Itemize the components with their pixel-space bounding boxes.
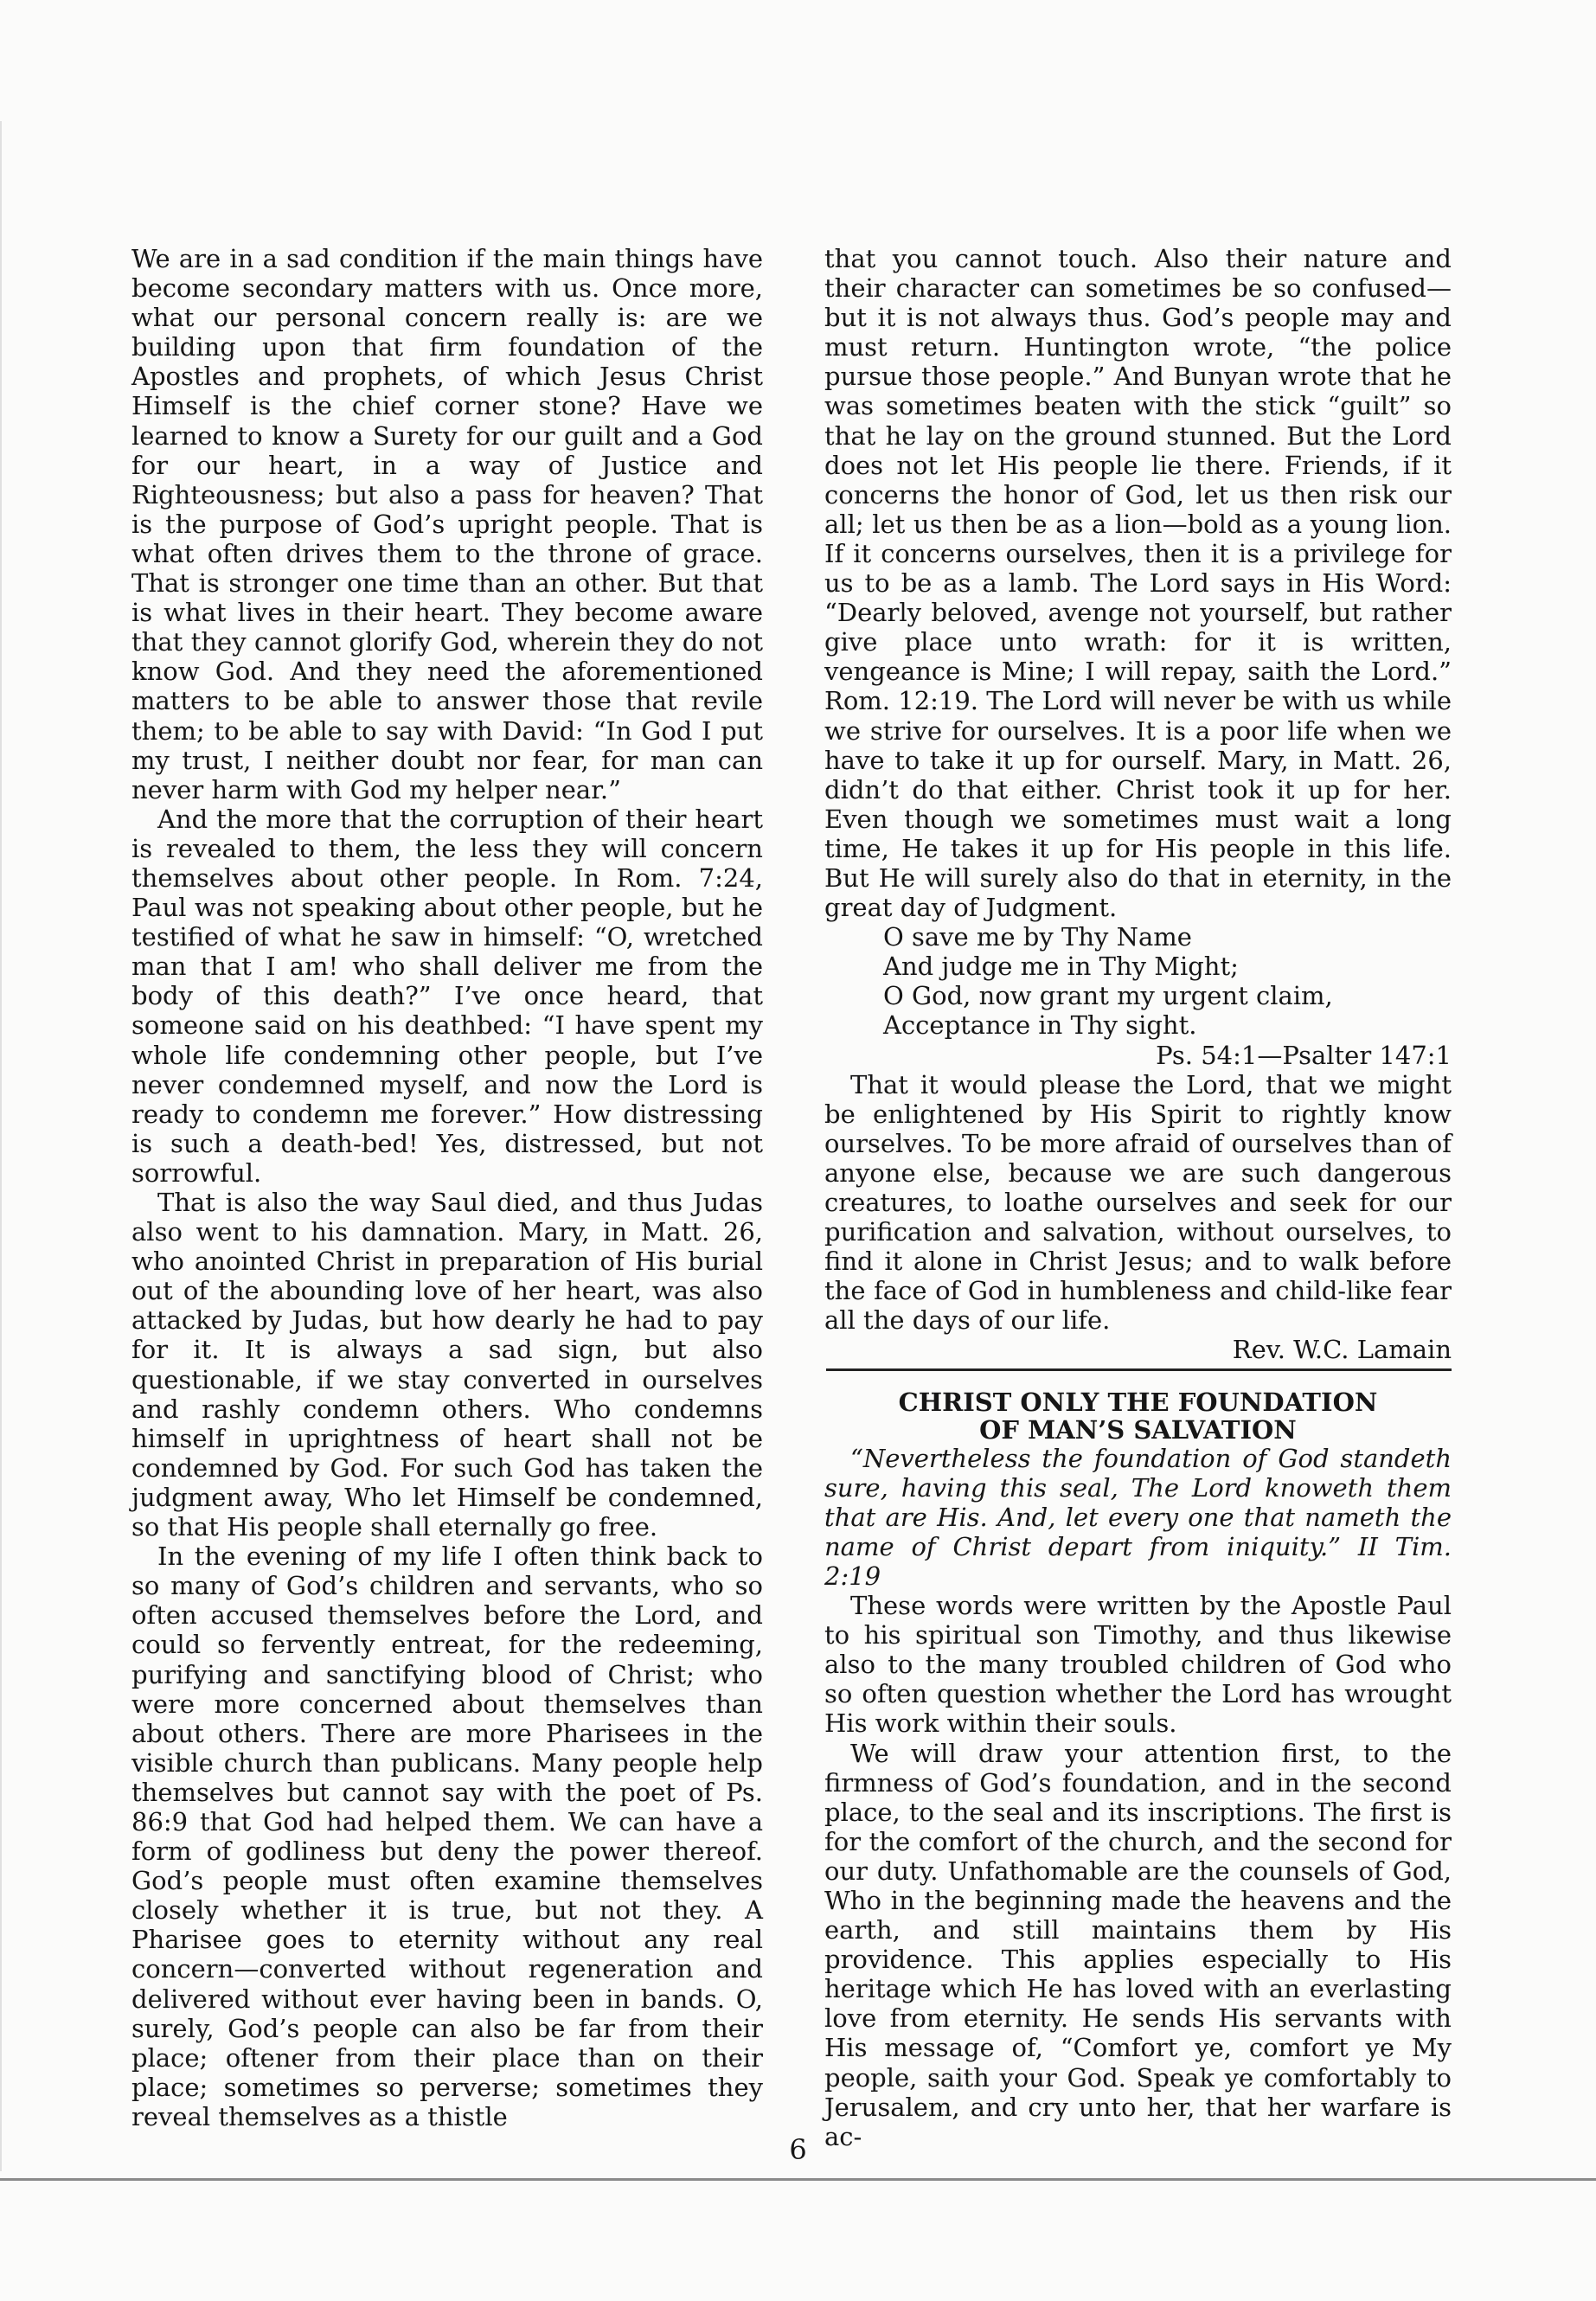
scan-bottom-edge [0, 2178, 1596, 2181]
article-heading [824, 1388, 1452, 1444]
paragraph: These words were written by the Apostle Paul to his spiritual son Timothy, and thus likewise also to the many troubled children of God who so often question whether the Lord has wrought His work within their souls. [824, 1591, 1452, 1739]
paragraph: That it would please the Lord, that we might be enlightened by His Spirit to rightly know ourselves. To be more afraid of ourselves than of anyone else, because we are such dangerous creatures, to loathe ourselves and seek for our purification and salvation, without ourselves, to find it alone in Christ Jesus; and to walk before the face of God in humbleness and child-like fear all the days of our life. [824, 1069, 1452, 1336]
right-column [824, 244, 1452, 2151]
paragraph: In the evening of my life I often think back to so many of God’s children and servants, who so often accused themselves before the Lord, and could so fervently entreat, for the redeeming, purifying and sanctifying blood of Christ; who were more concerned about themselves than about others. There are more Pharisees in the visible church than publicans. Many people help themselves but cannot say with the poet of Ps. 86:9 that God had helped them. We can have a form of godliness but deny the power thereof. God’s people must often examine themselves closely whether it is true, but not they. A Pharisee goes to eternity without any real concern—converted without regeneration and delivered without ever having been in bands. O, surely, God’s people can also be far from their place; oftener from their place than on their place; sometimes so perverse; sometimes they reveal themselves as a thistle [131, 1541, 763, 2131]
scan-edge [0, 121, 2, 2171]
verse-line: O God, now grant my urgent claim, [883, 981, 1333, 1011]
left-column [131, 244, 763, 2131]
verse-line: And judge me in Thy Might; [883, 952, 1239, 982]
paragraph: that you cannot touch. Also their nature and their character can sometimes be so confused—but it is not always thus. God’s people may and must return. Huntington wrote, “the police pursue those people.” And Bunyan wrote that he was sometimes beaten with the stick “guilt” so that he lay on the ground stunned. But the Lord does not let His people lie there. Friends, if it concerns the honor of God, let us then risk our all; let us then be as a lion—bold as a young lion. If it concerns ourselves, then it is a privilege for us to be as a lamb. The Lord says in His Word: “Dearly beloved, avenge not yourself, but rather give place unto wrath: for it is written, vengeance is Mine; I will repay, saith the Lord.” Rom. 12:19. The Lord will never be with us while we strive for ourselves. It is a poor life when we have to take it up for ourself. Mary, in Matt. 26, didn’t do that either. Christ took it up for her. Even though we sometimes must wait a long time, He takes it up for His people in this life. But He will surely also do that in eternity, in the great day of Judgment. [824, 244, 1452, 923]
heading-line: OF MAN’S SALVATION [979, 1414, 1297, 1445]
verse-line: Acceptance in Thy sight. [883, 1010, 1197, 1041]
heading-line: CHRIST ONLY THE FOUNDATION [898, 1387, 1378, 1417]
psalter-verse [883, 922, 1452, 1040]
verse-reference: Ps. 54:1—Psalter 147:1 [1156, 1040, 1452, 1070]
author-signature: Rev. W.C. Lamain [1232, 1335, 1452, 1365]
paragraph: That is also the way Saul died, and thus Judas also went to his damnation. Mary, in Matt. 26, who anointed Christ in preparation of His burial out of the abounding love of her heart, was also attacked by Judas, but how dearly he had to pay for it. It is always a sad sign, but also questionable, if we stay converted in ourselves and rashly condemn others. Who condemns himself in uprightness of heart shall not be condemned by God. For such God has taken the judgment away, Who let Himself be condemned, so that His people shall eternally go free. [131, 1188, 763, 1542]
section-divider [826, 1368, 1452, 1371]
scripture-epigraph: “Nevertheless the foundation of God standeth sure, having this seal, The Lord knoweth them that are His. And, let every one that nameth the name of Christ depart from iniquity.” II Tim. 2:19 [824, 1443, 1452, 1591]
page-number: 6 [789, 2133, 807, 2166]
verse-line: O save me by Thy Name [883, 922, 1192, 952]
paragraph: We will draw your attention first, to the firmness of God’s foundation, and in the second place, to the seal and its inscriptions. The first is for the comfort of the church, and the second for our duty. Unfathomable are the counsels of God, Who in the beginning made the heavens and the earth, and still maintains them by His providence. This applies especially to His heritage which He has loved with an everlasting love from eternity. He sends His servants with His message of, “Comfort ye, comfort ye My people, saith your God. Speak ye comfortably to Jerusalem, and cry unto her, that her warfare is ac- [824, 1738, 1452, 2151]
paragraph: And the more that the corruption of their heart is revealed to them, the less they will concern themselves about other people. In Rom. 7:24, Paul was not speaking about other people, but he testified of what he saw in himself: “O, wretched man that I am! who shall deliver me from the body of this death?” I’ve once heard, that someone said on his deathbed: “I have spent my whole life condemning other people, but I’ve never condemned myself, and now the Lord is ready to condemn me forever.” How distressing is such a death-bed! Yes, distressed, but not sorrowful. [131, 804, 763, 1188]
paragraph: We are in a sad condition if the main things have become secondary matters with us. Once more, what our personal concern really is: are we building upon that firm foundation of the Apostles and prophets, of which Jesus Christ Himself is the chief corner stone? Have we learned to know a Surety for our guilt and a God for our heart, in a way of Justice and Righteousness; but also a pass for heaven? That is the purpose of God’s upright people. That is what often drives them to the throne of grace. That is stronger one time than an other. But that is what lives in their heart. They become aware that they cannot glorify God, wherein they do not know God. And they need the aforementioned matters to be able to answer those that revile them; to be able to say with David: “In God I put my trust, I neither doubt nor fear, for man can never harm with God my helper near.” [131, 244, 763, 804]
